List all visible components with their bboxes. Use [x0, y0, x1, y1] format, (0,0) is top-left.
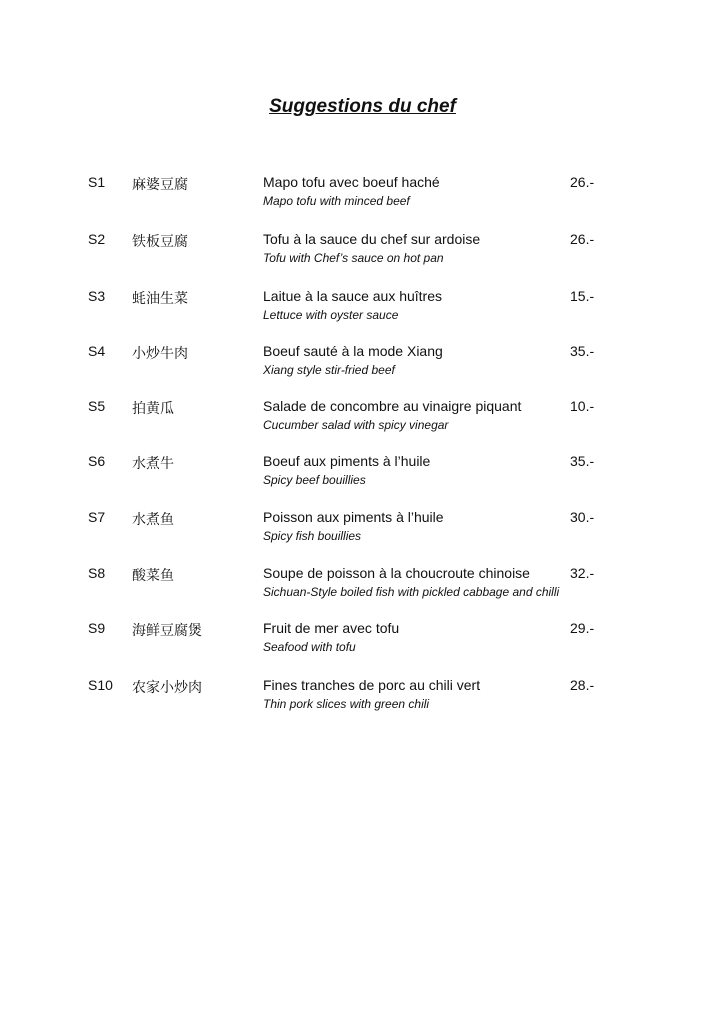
item-code: S3	[88, 288, 106, 304]
item-english-name: Lettuce with oyster sauce	[263, 308, 399, 322]
item-price: 35.-	[570, 343, 595, 359]
page-title: Suggestions du chef	[269, 96, 456, 117]
menu-item-s8	[0, 565, 725, 609]
item-chinese-name: 酸菜鱼	[132, 568, 174, 584]
item-english-name: Thin pork slices with green chili	[263, 697, 430, 711]
item-french-name: Poisson aux piments à l’huile	[263, 509, 444, 525]
menu-item-s3	[0, 288, 725, 332]
item-chinese-name: 拍黄瓜	[132, 401, 174, 417]
item-chinese-name: 麻婆豆腐	[132, 177, 188, 193]
item-chinese-name: 农家小炒肉	[132, 680, 202, 696]
item-chinese-name: 海鲜豆腐煲	[132, 623, 202, 639]
item-french-name: Salade de concombre au vinaigre piquant	[263, 398, 522, 414]
menu-item-s7	[0, 509, 725, 553]
item-english-name: Xiang style stir-fried beef	[263, 363, 395, 377]
item-code: S10	[88, 677, 113, 693]
item-price: 32.-	[570, 565, 595, 581]
item-price: 28.-	[570, 677, 595, 693]
item-french-name: Boeuf sauté à la mode Xiang	[263, 343, 443, 359]
item-price: 30.-	[570, 509, 595, 525]
item-french-name: Soupe de poisson à la choucroute chinoise	[263, 565, 530, 581]
menu-item-s6	[0, 453, 725, 497]
item-english-name: Tofu with Chef’s sauce on hot pan	[263, 251, 444, 265]
item-french-name: Fruit de mer avec tofu	[263, 620, 400, 636]
item-chinese-name: 小炒牛肉	[132, 346, 188, 362]
item-code: S4	[88, 343, 106, 359]
item-code: S1	[88, 174, 106, 190]
item-price: 26.-	[570, 174, 595, 190]
item-french-name: Mapo tofu avec boeuf haché	[263, 174, 440, 190]
item-code: S8	[88, 565, 106, 581]
item-price: 26.-	[570, 231, 595, 247]
item-chinese-name: 蚝油生菜	[132, 291, 188, 307]
menu-item-s10	[0, 677, 725, 721]
menu-item-s2	[0, 231, 725, 275]
item-code: S9	[88, 620, 106, 636]
item-french-name: Fines tranches de porc au chili vert	[263, 677, 481, 693]
item-code: S5	[88, 398, 106, 414]
menu-item-s4	[0, 343, 725, 387]
item-french-name: Boeuf aux piments à l’huile	[263, 453, 431, 469]
menu-item-s5	[0, 398, 725, 442]
item-code: S6	[88, 453, 106, 469]
item-french-name: Tofu à la sauce du chef sur ardoise	[263, 231, 481, 247]
item-english-name: Seafood with tofu	[263, 640, 356, 654]
item-english-name: Sichuan-Style boiled fish with pickled cabbage and chilli	[263, 585, 560, 599]
item-code: S2	[88, 231, 106, 247]
item-chinese-name: 铁板豆腐	[132, 234, 188, 250]
item-french-name: Laitue à la sauce aux huîtres	[263, 288, 443, 304]
item-english-name: Mapo tofu with minced beef	[263, 194, 410, 208]
item-price: 35.-	[570, 453, 595, 469]
menu-item-s1	[0, 174, 725, 218]
item-english-name: Cucumber salad with spicy vinegar	[263, 418, 449, 432]
menu-item-s9	[0, 620, 725, 664]
item-code: S7	[88, 509, 106, 525]
item-english-name: Spicy fish bouillies	[263, 529, 362, 543]
item-chinese-name: 水煮鱼	[132, 512, 174, 528]
item-price: 10.-	[570, 398, 595, 414]
item-chinese-name: 水煮牛	[132, 456, 174, 472]
item-english-name: Spicy beef bouillies	[263, 473, 366, 487]
item-price: 29.-	[570, 620, 595, 636]
item-price: 15.-	[570, 288, 595, 304]
